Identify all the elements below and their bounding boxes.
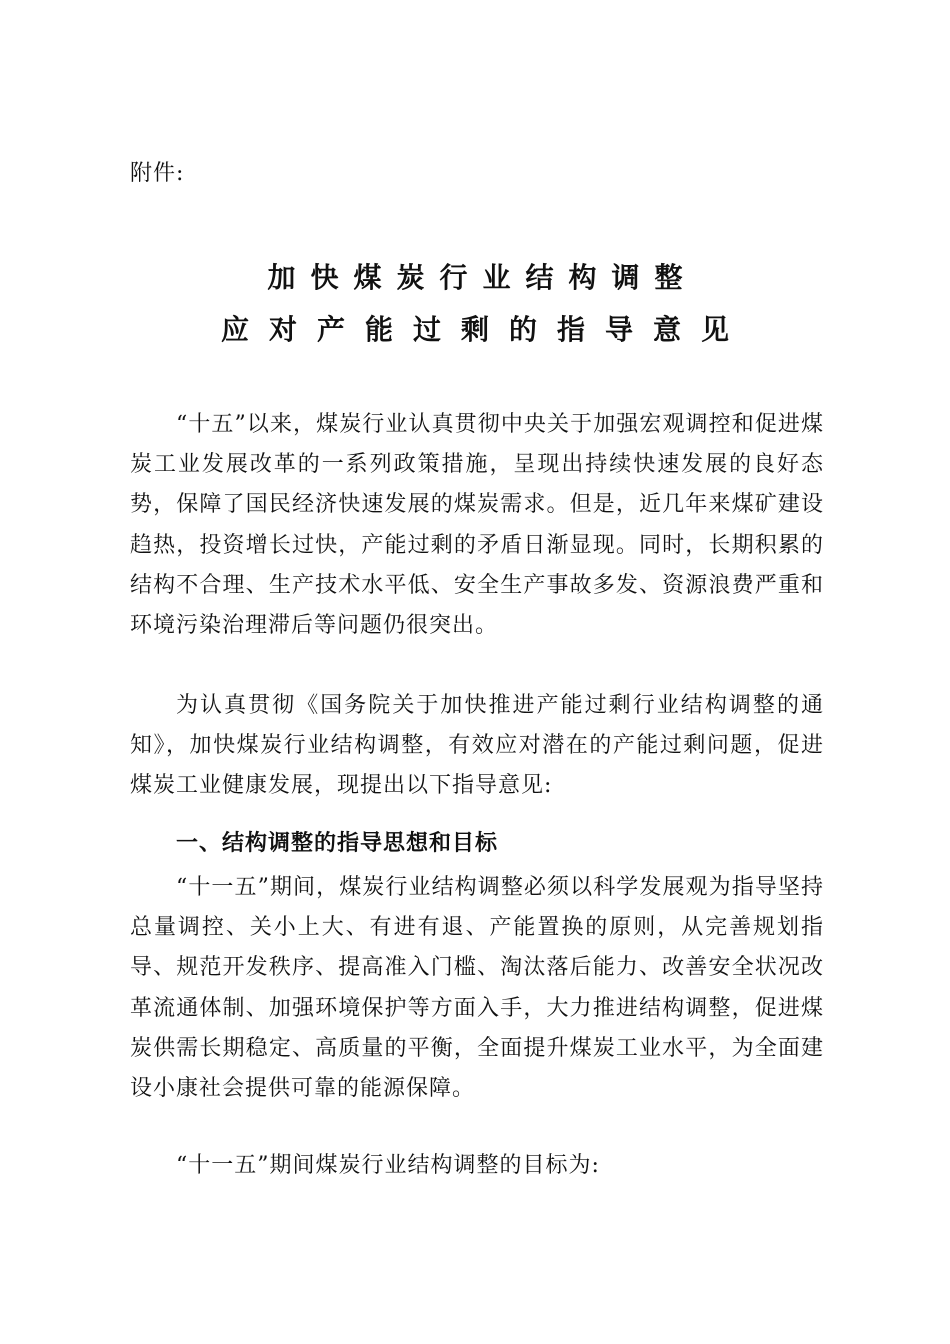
goals-intro-paragraph: “十一五”期间煤炭行业结构调整的目标为:	[176, 1153, 600, 1178]
attachment-label: 附件:	[130, 161, 185, 186]
guiding-ideology-paragraph: “十一五”期间，煤炭行业结构调整必须以科学发展观为指导坚持总量调控、关小上大、有进有退、产能置换的原则，从完善规划指导、规范开发秩序、提高准入门槛、淘汰落后能力、改善安全状况改革流通体制、加强环境保护等方面入手，大力推进结构调整，促进煤炭供需长期稳定、高质量的平衡，全面提升煤炭工业水平，为全面建设小康社会提供可靠的能源保障。	[130, 875, 824, 1102]
document-title-line-1: 加快煤炭行业结构调整	[267, 261, 698, 294]
purpose-paragraph: 为认真贯彻《国务院关于加快推进产能过剩行业结构调整的通知》，加快煤炭行业结构调整，有效应对潜在的产能过剩问题，促进煤炭工业健康发展，现提出以下指导意见:	[130, 693, 824, 799]
document-title-line-2: 应对产能过剩的指导意见	[220, 313, 749, 346]
section-heading: 一、结构调整的指导思想和目标	[176, 831, 499, 856]
intro-paragraph: “十五”以来，煤炭行业认真贯彻中央关于加强宏观调控和促进煤炭工业发展改革的一系列政策措施，呈现出持续快速发展的良好态势，保障了国民经济快速发展的煤炭需求。但是，近几年来煤矿建设趋热，投资增长过快，产能过剩的矛盾日渐显现。同时，长期积累的结构不合理、生产技术水平低、安全生产事故多发、资源浪费严重和环境污染治理滞后等问题仍很突出。	[130, 412, 824, 639]
